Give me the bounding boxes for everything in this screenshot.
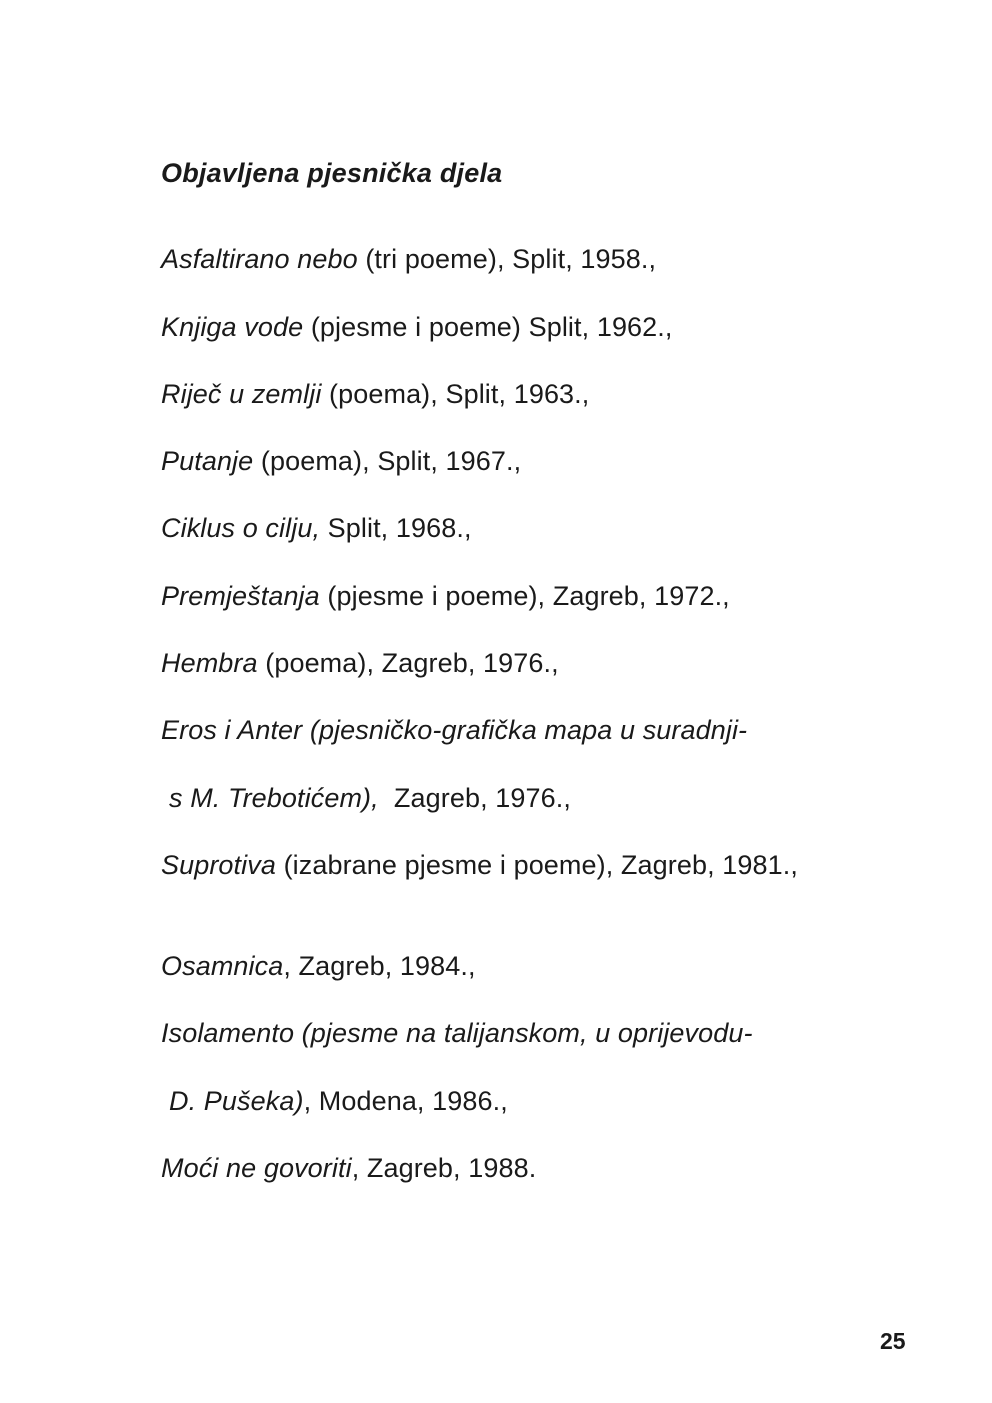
bibliography-entry	[161, 949, 476, 983]
entry-details: , Zagreb, 1984.,	[283, 951, 476, 981]
entry-title: s M. Trebotićem),	[169, 783, 379, 813]
entry-details: (poema), Split, 1963.,	[321, 379, 590, 409]
entry-title: Osamnica	[161, 951, 284, 981]
page-heading: Objavljena pjesnička djela	[161, 158, 503, 188]
entry-title: Hembra	[161, 648, 258, 678]
bibliography-entry-continuation	[169, 1084, 508, 1118]
bibliography-entry	[161, 848, 801, 882]
entry-title: Knjiga vode	[161, 312, 304, 342]
bibliography-entry	[161, 1016, 753, 1050]
entry-details: (poema), Split, 1967.,	[253, 446, 522, 476]
entry-title: Ciklus o cilju,	[161, 513, 321, 543]
entry-title: Putanje	[161, 446, 254, 476]
entry-title: Moći ne govoriti	[161, 1153, 352, 1183]
entry-details: (izabrane pjesme i poeme), Zagreb, 1981.,	[275, 850, 798, 880]
entry-details: Zagreb, 1976.,	[378, 783, 571, 813]
entry-details: (pjesme i poeme) Split, 1962.,	[303, 312, 673, 342]
entry-details: , Zagreb, 1988.	[351, 1153, 537, 1183]
entry-title: Suprotiva	[161, 850, 276, 880]
entry-details: (pjesme i poeme), Zagreb, 1972.,	[319, 581, 730, 611]
bibliography-entry	[161, 646, 559, 680]
bibliography-entry	[161, 713, 747, 747]
entry-title: Eros i Anter (pjesničko-grafička mapa u suradnji-	[161, 715, 748, 745]
bibliography-entry	[161, 579, 730, 613]
entry-title: Asfaltirano nebo	[161, 244, 358, 274]
entry-title: Premještanja	[161, 581, 320, 611]
entry-title: D. Pušeka)	[169, 1086, 304, 1116]
entry-details: (poema), Zagreb, 1976.,	[257, 648, 559, 678]
entry-details: (tri poeme), Split, 1958.,	[357, 244, 657, 274]
page-number: 25	[880, 1328, 906, 1354]
entry-details: , Modena, 1986.,	[303, 1086, 508, 1116]
bibliography-entry	[161, 444, 521, 478]
bibliography-entry	[161, 377, 589, 411]
bibliography-entry	[161, 511, 472, 545]
bibliography-entry-continuation	[169, 781, 571, 815]
entry-title: Riječ u zemlji	[161, 379, 322, 409]
bibliography-entry	[161, 242, 656, 276]
bibliography-entry	[161, 1151, 536, 1185]
bibliography-entry	[161, 310, 673, 344]
entry-details: Split, 1968.,	[320, 513, 472, 543]
entry-title: Isolamento (pjesme na talijanskom, u oprijevodu-	[161, 1018, 753, 1048]
